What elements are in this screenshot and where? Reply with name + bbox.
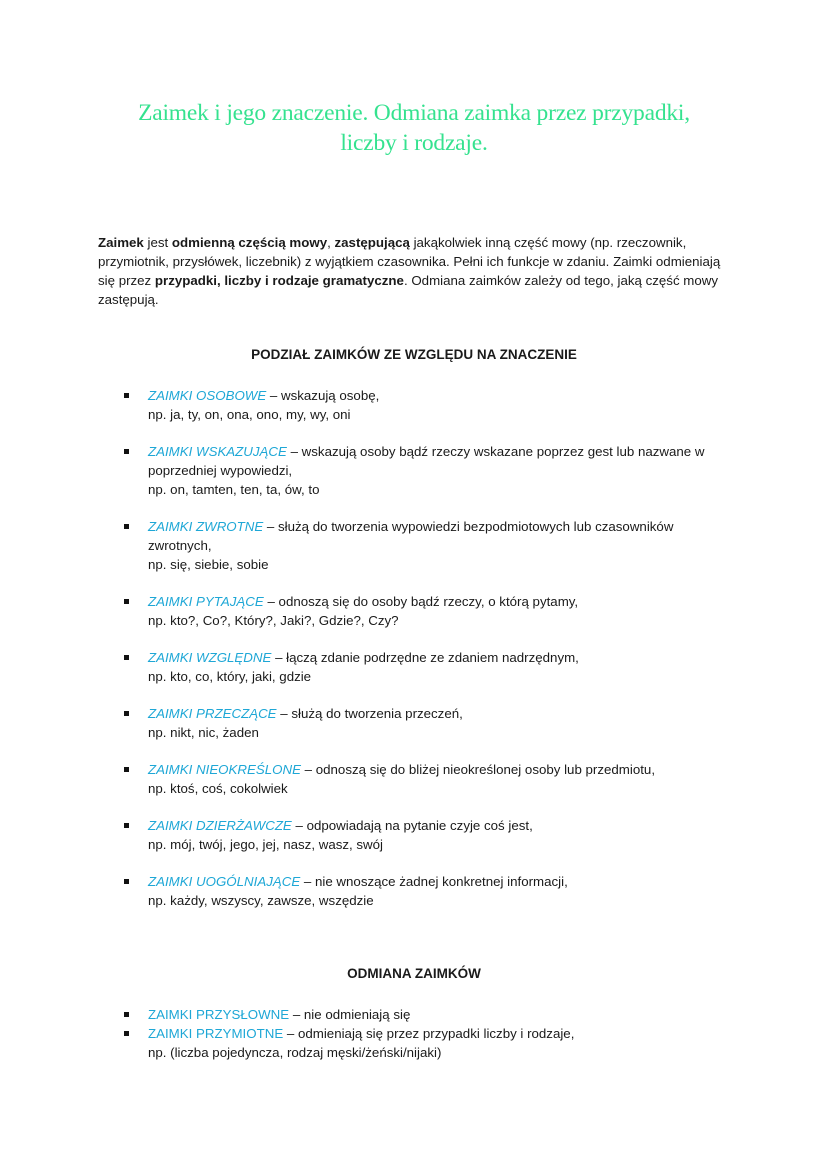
intro-term-zaimek: Zaimek	[98, 235, 144, 250]
pronoun-inflection-desc: – odmieniają się przez przypadki liczby i rodzaje,	[283, 1026, 575, 1041]
intro-emphasis-1: odmienną częścią mowy	[171, 235, 328, 250]
pronoun-inflection-term: ZAIMKI PRZYSŁOWNE	[148, 1007, 290, 1022]
intro-text-4: . Odmiana zaimków zależy od tego, jaką część mowy zastępują.	[98, 273, 719, 307]
pronoun-type-line: np. ktoś, coś, cokolwiek	[148, 781, 288, 796]
bullet-icon	[124, 599, 129, 604]
pronoun-type-desc: – odpowiadają na pytanie czyje coś jest,	[291, 818, 533, 833]
bullet-icon	[124, 711, 129, 716]
list-item	[124, 872, 734, 910]
list-item	[124, 517, 734, 574]
section-heading-odmiana: ODMIANA ZAIMKÓW	[347, 966, 481, 981]
pronoun-type-term: ZAIMKI WSKAZUJĄCE	[148, 444, 287, 459]
list-item	[124, 816, 734, 854]
list-item	[124, 592, 734, 630]
pronoun-type-line: np. nikt, nic, żaden	[148, 725, 259, 740]
pronoun-type-desc: – nie wnoszące żadnej konkretnej informacji,	[300, 874, 568, 889]
list-item	[124, 760, 734, 798]
intro-emphasis-2: zastępującą	[334, 235, 410, 250]
pronoun-type-desc: – odnoszą się do bliżej nieokreślonej osoby lub przedmiotu,	[300, 762, 656, 777]
pronoun-type-line: poprzedniej wypowiedzi,	[148, 463, 293, 478]
bullet-icon	[124, 1012, 129, 1017]
pronoun-type-line: np. kto, co, który, jaki, gdzie	[148, 669, 312, 684]
pronoun-type-line: np. kto?, Co?, Który?, Jaki?, Gdzie?, Czy?	[148, 613, 399, 628]
pronoun-type-line: np. każdy, wszyscy, zawsze, wszędzie	[148, 893, 374, 908]
bullet-icon	[124, 879, 129, 884]
intro-emphasis-3: przypadki, liczby i rodzaje gramatyczne	[154, 273, 404, 288]
pronoun-type-term: ZAIMKI OSOBOWE	[148, 388, 267, 403]
intro-text-2: ,	[327, 235, 335, 250]
pronoun-inflection-term: ZAIMKI PRZYMIOTNE	[148, 1026, 284, 1041]
pronoun-type-line: np. mój, twój, jego, jej, nasz, wasz, swój	[148, 837, 384, 852]
bullet-icon	[124, 1031, 129, 1036]
bullet-icon	[124, 823, 129, 828]
bullet-icon	[124, 767, 129, 772]
pronoun-type-line: np. on, tamten, ten, ta, ów, to	[148, 482, 320, 497]
title-line-2: liczby i rodzaje.	[340, 130, 488, 156]
page-title	[60, 98, 768, 158]
list-item	[124, 648, 734, 686]
pronoun-type-desc: – łączą zdanie podrzędne ze zdaniem nadrzędnym,	[271, 650, 579, 665]
pronoun-type-line: zwrotnych,	[148, 538, 212, 553]
list-item	[124, 1005, 734, 1024]
intro-text-3: jakąkolwiek inną część mowy (np. rzeczownik, przymiotnik, przysłówek, liczebnik) z wyjątkiem czasownika. Pełni ich funkcje w zdaniu. Zaimki odmieniają się przez	[98, 235, 721, 288]
pronoun-type-desc: – służą do tworzenia przeczeń,	[276, 706, 463, 721]
pronoun-type-term: ZAIMKI UOGÓLNIAJĄCE	[148, 874, 301, 889]
bullet-icon	[124, 393, 129, 398]
pronoun-type-term: ZAIMKI ZWROTNE	[148, 519, 264, 534]
pronoun-type-line: np. się, siebie, sobie	[148, 557, 269, 572]
list-item	[124, 386, 734, 424]
section-heading-podzial: PODZIAŁ ZAIMKÓW ZE WZGLĘDU NA ZNACZENIE	[251, 347, 577, 362]
pronoun-type-line: np. ja, ty, on, ona, ono, my, wy, oni	[148, 407, 351, 422]
pronoun-type-term: ZAIMKI WZGLĘDNE	[148, 650, 272, 665]
list-item	[124, 704, 734, 742]
pronoun-inflection-line: np. (liczba pojedyncza, rodzaj męski/żeński/nijaki)	[148, 1045, 442, 1060]
intro-paragraph	[98, 233, 738, 309]
pronoun-type-term: ZAIMKI DZIERŻAWCZE	[148, 818, 292, 833]
intro-text-1: jest	[143, 235, 172, 250]
list-item	[124, 442, 734, 499]
bullet-icon	[124, 524, 129, 529]
bullet-icon	[124, 655, 129, 660]
pronoun-type-desc: – wskazują osobę,	[266, 388, 380, 403]
pronoun-type-desc: – służą do tworzenia wypowiedzi bezpodmiotowych lub czasowników	[263, 519, 674, 534]
pronoun-type-desc: – wskazują osoby bądź rzeczy wskazane poprzez gest lub nazwane w	[286, 444, 705, 459]
title-line-1: Zaimek i jego znaczenie. Odmiana zaimka przez przypadki,	[138, 100, 690, 126]
pronoun-inflection-desc: – nie odmieniają się	[289, 1007, 411, 1022]
bullet-icon	[124, 449, 129, 454]
pronoun-type-term: ZAIMKI PRZECZĄCE	[148, 706, 277, 721]
pronoun-type-term: ZAIMKI PYTAJĄCE	[148, 594, 264, 609]
pronoun-type-desc: – odnoszą się do osoby bądź rzeczy, o którą pytamy,	[263, 594, 579, 609]
pronoun-type-term: ZAIMKI NIEOKREŚLONE	[148, 762, 301, 777]
list-item	[124, 1024, 734, 1062]
